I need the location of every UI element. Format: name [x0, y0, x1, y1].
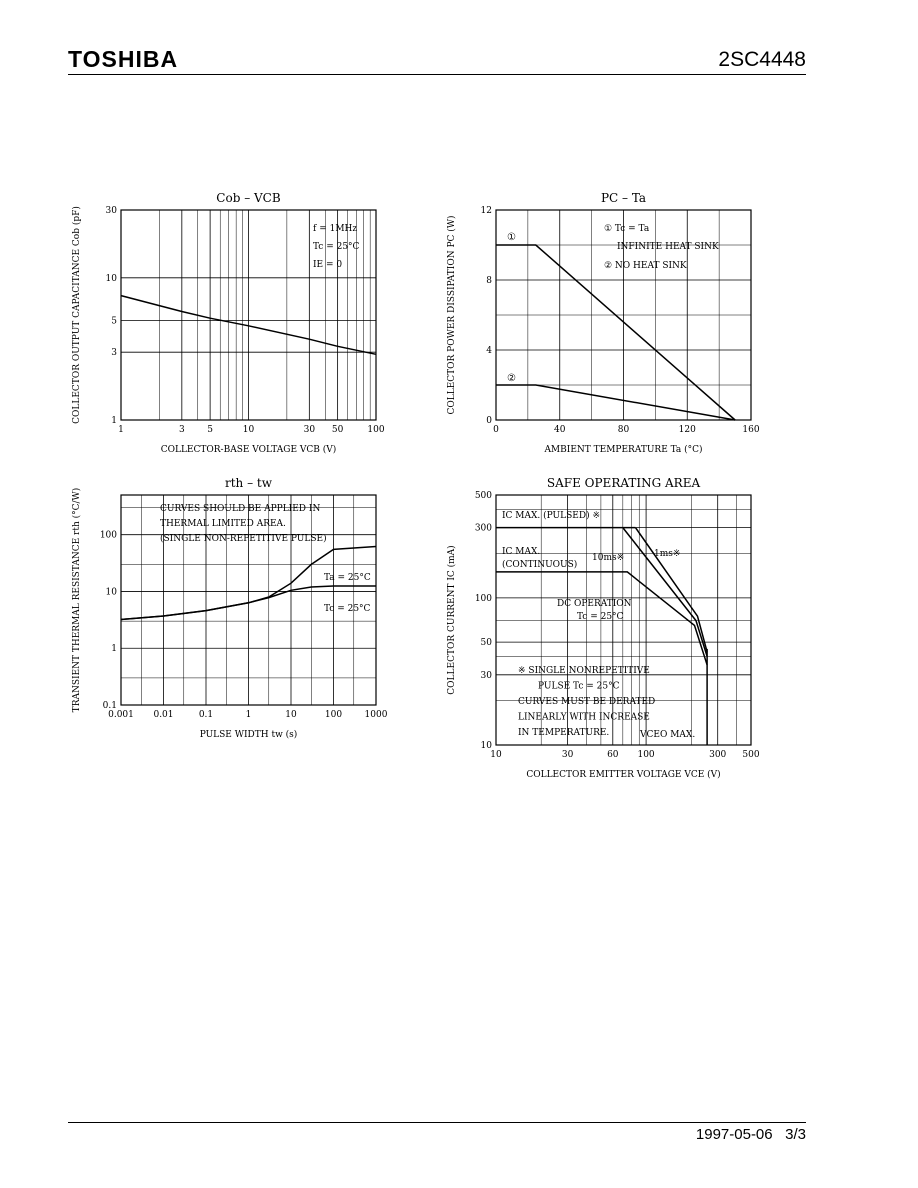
- x-tick-label: 0.001: [108, 710, 134, 720]
- legend-entry: ② NO HEAT SINK: [604, 261, 687, 271]
- y-tick-label: 100: [474, 593, 492, 604]
- x-tick-label: 120: [678, 425, 696, 435]
- series-label: Ta = 25°C: [324, 573, 371, 583]
- y-axis-label: COLLECTOR CURRENT IC (mA): [447, 545, 457, 695]
- x-tick-label: 50: [331, 425, 344, 435]
- y-tick-label: 5: [111, 316, 117, 327]
- x-tick-label: 100: [637, 750, 655, 760]
- legend-entry: ① Tc = Ta: [604, 224, 650, 234]
- note-line: IN TEMPERATURE.: [518, 728, 610, 738]
- y-axis-label: TRANSIENT THERMAL RESISTANCE rth (°C/W): [72, 487, 82, 713]
- y-tick-label: 10: [105, 587, 117, 598]
- y-tick-label: 50: [480, 638, 492, 649]
- y-tick-label: 300: [474, 523, 492, 534]
- condition-label: Tc = 25°C: [313, 242, 360, 252]
- chart-title: SAFE OPERATING AREA: [546, 476, 701, 490]
- y-tick-label: 10: [105, 273, 117, 284]
- x-tick-label: 10: [242, 425, 255, 435]
- x-tick-label: 1000: [364, 710, 388, 720]
- x-tick-label: 1: [118, 425, 124, 435]
- x-tick-label: 100: [367, 425, 385, 435]
- annotation-ic-pulsed: IC MAX. (PULSED) ※: [502, 511, 600, 521]
- series-marker-label: ②: [507, 373, 516, 384]
- note-line: (SINGLE NON-REPETITIVE PULSE): [160, 534, 327, 544]
- y-axis-label: COLLECTOR OUTPUT CAPACITANCE Cob (pF): [72, 206, 82, 424]
- legend-entry: INFINITE HEAT SINK: [617, 242, 719, 252]
- note-line: THERMAL LIMITED AREA.: [160, 519, 286, 529]
- y-tick-label: 0: [486, 416, 492, 426]
- footer-date: 1997-05-06: [695, 1126, 773, 1143]
- x-axis-label: PULSE WIDTH tw (s): [199, 730, 298, 740]
- x-tick-label: 500: [742, 750, 760, 760]
- y-tick-label: 30: [480, 670, 492, 681]
- annotation-10ms: 10ms※: [592, 553, 625, 563]
- series-line-pc-1: [496, 385, 735, 420]
- condition-label: IE = 0: [313, 260, 343, 270]
- plot-frame-soa: [496, 495, 751, 745]
- annotation-dc-operation: DC OPERATION: [557, 599, 632, 609]
- y-tick-label: 10: [480, 741, 492, 751]
- note-line: ※ SINGLE NONREPETITIVE: [518, 666, 650, 676]
- x-tick-label: 60: [607, 750, 619, 760]
- y-tick-label: 100: [99, 530, 117, 541]
- part-number: 2SC4448: [718, 48, 806, 71]
- annotation-ic-continuous: (CONTINUOUS): [502, 560, 578, 570]
- note-line: PULSE Tc = 25°C: [538, 681, 620, 692]
- y-tick-label: 8: [486, 276, 492, 286]
- y-tick-label: 4: [486, 346, 492, 356]
- series-marker-label: ①: [507, 232, 516, 243]
- y-tick-label: 0.1: [102, 701, 117, 711]
- x-tick-label: 80: [617, 425, 630, 435]
- x-tick-label: 0: [493, 425, 499, 435]
- x-axis-label: COLLECTOR EMITTER VOLTAGE VCE (V): [526, 770, 721, 780]
- note-line: CURVES SHOULD BE APPLIED IN: [160, 504, 321, 514]
- y-tick-label: 3: [111, 348, 117, 359]
- annotation-ic-continuous: IC MAX.: [502, 547, 541, 557]
- chart-title: Cob – VCB: [216, 191, 281, 205]
- x-tick-label: 10: [285, 710, 297, 720]
- chart-title: rth – tw: [224, 476, 273, 490]
- annotation-dc-condition: Tc = 25°C: [577, 612, 624, 622]
- y-tick-label: 1: [111, 416, 117, 426]
- x-tick-label: 100: [324, 710, 343, 720]
- series-line-soa-2: [623, 528, 707, 657]
- x-tick-label: 300: [709, 750, 727, 760]
- y-tick-label: 1: [111, 644, 117, 655]
- note-line: CURVES MUST BE DERATED: [518, 697, 656, 707]
- annotation-vceo-max: VCEO MAX.: [640, 730, 696, 740]
- footer-page: 3/3: [785, 1126, 806, 1143]
- note-line: LINEARLY WITH INCREASE: [518, 712, 650, 723]
- x-tick-label: 40: [554, 425, 566, 435]
- x-tick-label: 160: [742, 425, 760, 435]
- y-tick-label: 500: [474, 491, 492, 501]
- y-tick-label: 12: [480, 206, 492, 216]
- x-tick-label: 30: [561, 750, 574, 760]
- x-tick-label: 30: [303, 425, 316, 435]
- chart-title: PC – Ta: [600, 191, 647, 205]
- y-tick-label: 30: [105, 206, 117, 216]
- x-tick-label: 1: [245, 710, 252, 720]
- toshiba-logo: TOSHIBA: [68, 46, 179, 72]
- x-axis-label: AMBIENT TEMPERATURE Ta (°C): [544, 445, 703, 455]
- x-tick-label: 5: [207, 425, 213, 435]
- condition-label: f = 1MHz: [313, 224, 358, 234]
- x-tick-label: 0.1: [198, 710, 214, 720]
- x-tick-label: 3: [178, 425, 185, 435]
- x-tick-label: 10: [490, 750, 502, 760]
- annotation-1ms: 1ms※: [654, 549, 681, 559]
- x-axis-label: COLLECTOR-BASE VOLTAGE VCB (V): [160, 445, 337, 455]
- x-tick-label: 0.01: [153, 710, 174, 720]
- series-line-pc-0: [496, 245, 735, 420]
- series-label: Tc = 25°C: [324, 604, 371, 614]
- y-axis-label: COLLECTOR POWER DISSIPATION PC (W): [447, 215, 457, 415]
